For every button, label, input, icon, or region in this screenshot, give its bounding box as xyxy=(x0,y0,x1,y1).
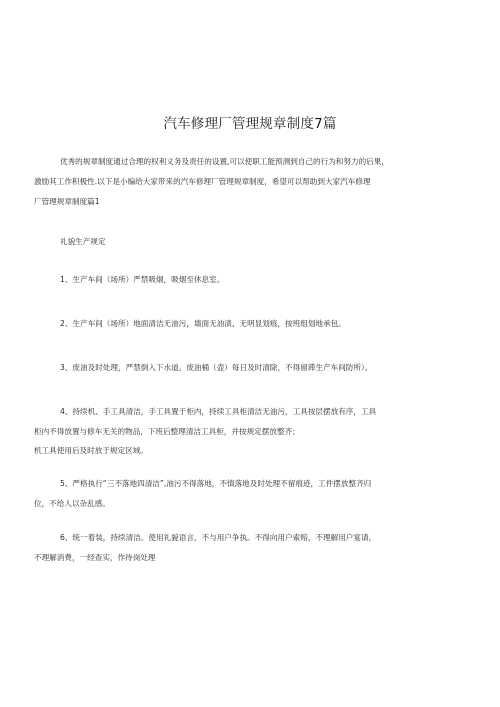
section-heading xyxy=(34,232,464,252)
rule-item-2 xyxy=(34,314,464,334)
intro-line: 厂管理规章制度篇1 xyxy=(34,197,100,206)
rule-line: 3、废油及时处理，严禁倒入下水道。废油桶（壶）每日及时清除，不得留滞生产车间防所）。 xyxy=(60,363,373,372)
rule-item-6 xyxy=(34,528,464,568)
rule-line: 不理解消费，一经查实，作待岗处理 xyxy=(34,553,156,562)
intro-paragraph xyxy=(34,152,464,212)
rule-item-4-note xyxy=(34,441,464,461)
rule-item-3 xyxy=(34,358,464,378)
document-title: 汽车修理厂管理规章制度7篇 xyxy=(163,116,337,132)
section-heading-text: 礼貌生产规定 xyxy=(60,237,106,246)
rule-item-1 xyxy=(34,270,464,290)
rule-line: 2、生产车间（场所）地面清洁无油污，墙面无油渍、无明显划痕，按班组划地承包。 xyxy=(60,319,346,328)
rule-item-5 xyxy=(34,474,464,514)
rule-line: 位，不给人以杂乱感。 xyxy=(34,499,110,508)
rule-line: 6、统一着装，持续清洁。使用礼貌语言，不与用户争执。不得向用户索赔，不理解用户宴请， xyxy=(60,533,377,542)
rule-line: 机工具使用后及时放于规定区域。 xyxy=(34,446,148,455)
intro-line: 激励其工作积极性.以下是小编给大家带来的汽车修理厂管理规章制度，希望可以帮助到大家汽车修理 xyxy=(34,177,371,186)
rule-line: 1、生产车间（场所）严禁吸烟，吸烟至休息室。 xyxy=(60,275,225,284)
rule-line: 4、持续机、手工具清洁，手工具置于柜内，持续工具柜清洁无油污，工具按层摆放有序，工具 xyxy=(60,407,377,416)
rule-line: 5、严格执行“三不落地四清洁”,油污不得落地，不慎落地及时处理不留痕迹，工件摆放整齐归 xyxy=(60,479,372,488)
rule-line: 柜内不得放置与修车无关的物品，下班后整理清洁工具柜，并按规定摆放整齐； xyxy=(34,427,300,436)
intro-line: 优秀的规章制度通过合理的权利义务及责任的设置,可以使职工能预测到自己的行为和努力的后果， xyxy=(60,157,389,166)
rule-item-4 xyxy=(34,402,464,442)
